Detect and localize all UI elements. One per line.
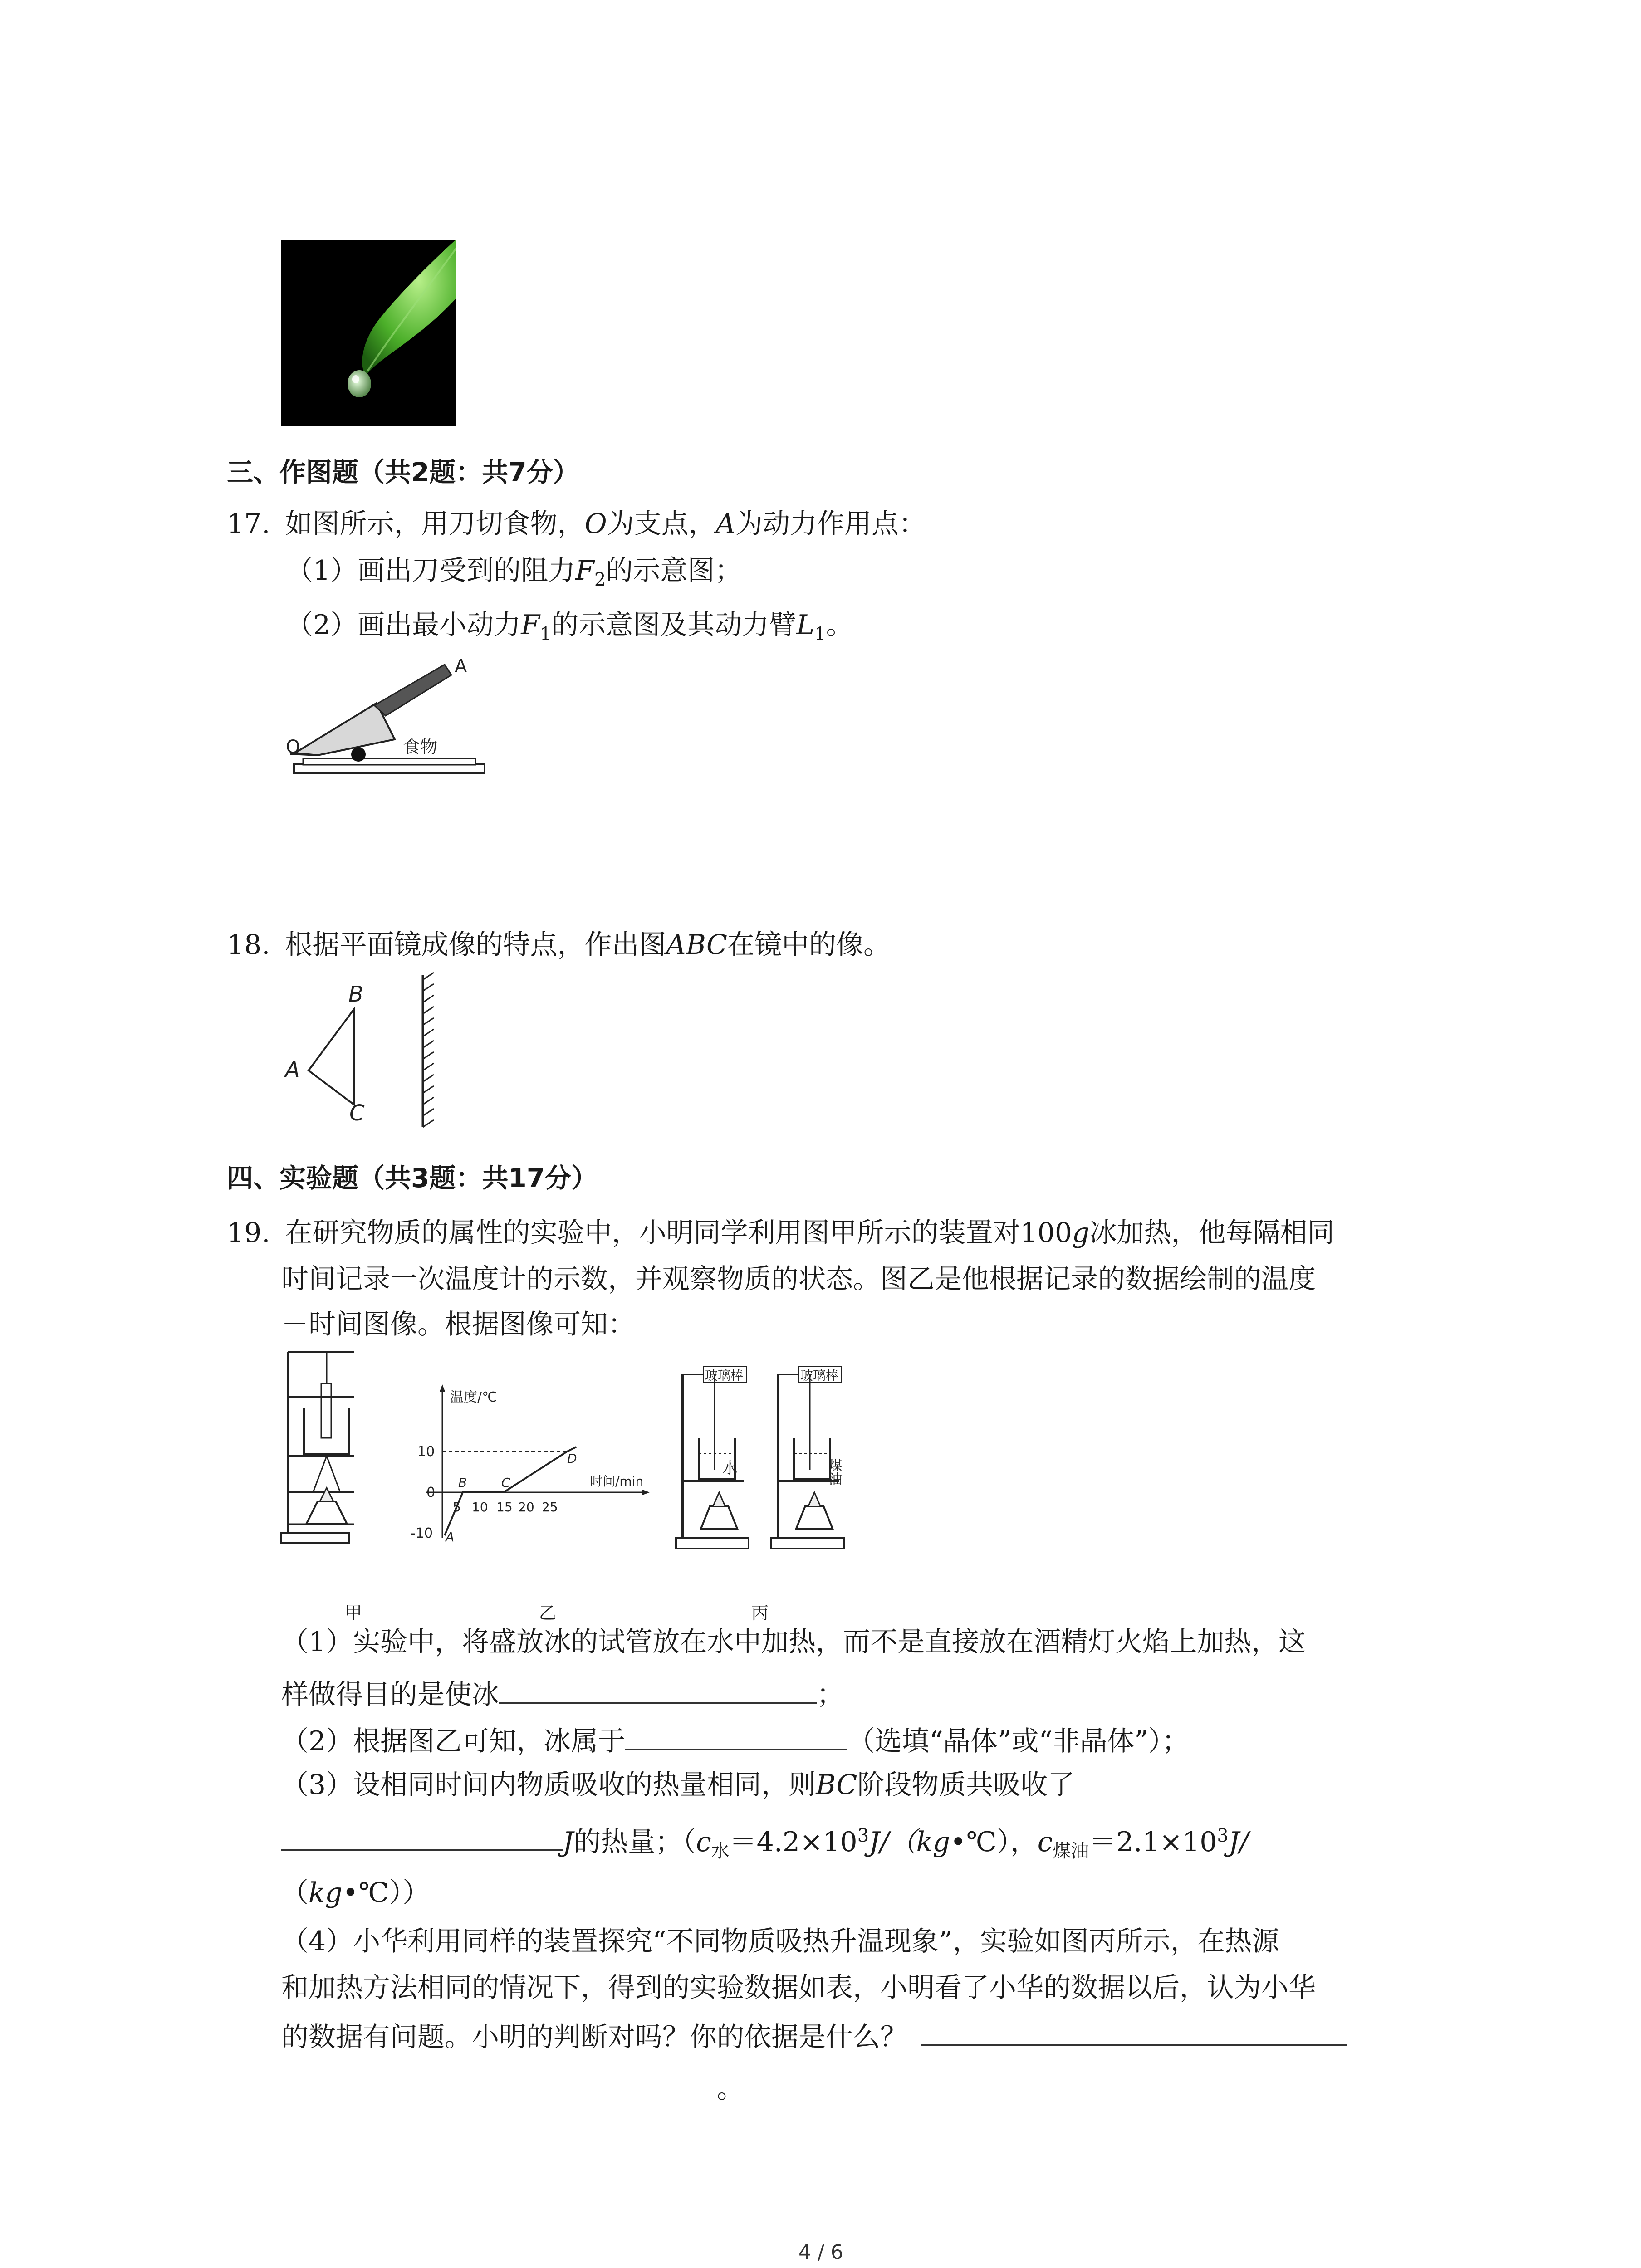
mirror-label-b: B <box>348 982 363 1007</box>
mirror-figure <box>272 966 463 1134</box>
q19-line1-b: 冰加热，他每隔相同 <box>1089 1217 1335 1249</box>
knife-label-a: A <box>455 656 467 677</box>
q19-sub1-line2 <box>281 1678 844 1711</box>
q19-sub3-answer-blank[interactable] <box>281 1826 563 1851</box>
q17-sub1-b: 的示意图； <box>606 555 742 587</box>
q19-sub4-c: 的数据有问题。小明的判断对吗？你的依据是什么？ <box>281 2021 907 2053</box>
knife-figure <box>277 653 513 803</box>
q17-sub1-a: （1）画出刀受到的阻力 <box>286 555 576 587</box>
q18-stem-b: 在镜中的像。 <box>727 929 891 961</box>
q19-line3: －时间图像。根据图像可知： <box>281 1309 635 1340</box>
stand-oil <box>771 1366 844 1549</box>
q19-sub3-line2 <box>281 1825 1249 1862</box>
graph-xlabel: 时间/min <box>590 1474 644 1489</box>
q17-number: 17. <box>227 508 270 540</box>
caption-jia: 甲 <box>345 1603 362 1623</box>
q19-sub4-line3 <box>281 2021 1347 2051</box>
c-water-sub: 水 <box>711 1841 730 1862</box>
graph-x-tick-10: 10 <box>472 1500 488 1515</box>
graph-x-tick-25: 25 <box>542 1500 558 1515</box>
q19-sub4-line1: （4）小华利用同样的装置探究“不同物质吸热升温现象”，实验如图丙所示，在热源 <box>281 1926 1279 1957</box>
q19-sub3-var: BC <box>816 1769 857 1801</box>
q19-sub3-line3-kg: kg <box>309 1877 343 1909</box>
graph-y-tick-0: 0 <box>426 1485 436 1501</box>
graph-y-tick-neg10: -10 <box>411 1525 433 1541</box>
graph-curve <box>445 1447 576 1535</box>
q17-sub1-var: F <box>575 555 594 587</box>
q19-sub2-a: （2）根据图乙可知，冰属于 <box>281 1725 626 1757</box>
q19-sub3-unit: J <box>563 1826 574 1858</box>
fig-bing-apparatus <box>671 1365 871 1556</box>
mirror-label-c: C <box>349 1100 365 1126</box>
q19-line2: 时间记录一次温度计的示数，并观察物质的状态。图乙是他根据记录的数据绘制的温度 <box>281 1263 1316 1295</box>
knife-label-o: O <box>286 737 300 758</box>
q17-stem-a: 如图所示，用刀切食物， <box>285 508 585 540</box>
q18-stem <box>227 929 891 961</box>
q19-sub4-line2: 和加热方法相同的情况下，得到的实验数据如表，小明看了小华的数据以后，认为小华 <box>281 1972 1316 2004</box>
q17-sub2-sub2: 1 <box>814 624 826 645</box>
sh-unit-kg: kg <box>916 1826 950 1858</box>
c-oil-var: c <box>1037 1826 1053 1858</box>
q19-number: 19. <box>227 1217 270 1249</box>
q18-stem-a: 根据平面镜成像的特点，作出图 <box>285 929 666 961</box>
q19-line1-a: 在研究物质的属性的实验中，小明同学利用图甲所示的装置对 <box>285 1217 1020 1249</box>
section-3-title: 三、作图题（共2题：共7分） <box>227 457 579 488</box>
q17-sub2-c: 。 <box>826 609 853 641</box>
q18-number: 18. <box>227 929 270 961</box>
fig-jia-apparatus <box>277 1343 367 1551</box>
leaf-water-drop-photo <box>281 240 456 426</box>
sh-unit-b: •℃）， <box>950 1826 1038 1858</box>
q17-stem-b: 为支点， <box>607 508 716 540</box>
q17-var-a: A <box>715 508 736 540</box>
q19-sub4-end: 。 <box>717 2073 744 2105</box>
q19-sub3-a: （3）设相同时间内物质吸收的热量相同，则 <box>281 1769 816 1801</box>
caption-bing: 丙 <box>751 1603 769 1623</box>
stand-water-label-stir: 玻璃棒 <box>705 1368 744 1383</box>
q19-sub1-c: ； <box>817 1679 844 1711</box>
q19-sub2 <box>281 1725 1189 1755</box>
q17-stem <box>227 510 926 538</box>
q19-line1 <box>227 1217 1335 1249</box>
q17-sub2-var: F <box>521 609 540 641</box>
q19-sub2-answer-blank[interactable] <box>625 1725 847 1750</box>
q19-sub3-line3 <box>281 1877 430 1909</box>
stand-water-label: 水 <box>722 1459 738 1477</box>
c-oil-exp: 3 <box>1217 1825 1229 1846</box>
knife-label-food: 食物 <box>403 737 438 757</box>
fig-yi-graph <box>399 1383 653 1556</box>
graph-y-tick-10: 10 <box>417 1444 435 1460</box>
q19-sub3-line1 <box>281 1771 1075 1799</box>
q19-sub1-line1: （1）实验中，将盛放冰的试管放在水中加热，而不是直接放在酒精灯火焰上加热，这 <box>281 1626 1306 1658</box>
c-oil-val: ＝2.1×10 <box>1089 1826 1217 1858</box>
q17-sub2-a: （2）画出最小动力 <box>286 609 521 641</box>
graph-x-tick-15: 15 <box>496 1500 513 1515</box>
sh-unit-2: J/ <box>1228 1826 1249 1858</box>
q19-sub1-b: 样做得目的是使冰 <box>281 1679 499 1711</box>
graph-point-b: B <box>458 1475 467 1490</box>
c-oil-sub: 煤油 <box>1053 1841 1089 1862</box>
graph-point-c: C <box>501 1475 510 1490</box>
q19-sub3-c: 的热量；（ <box>573 1826 696 1858</box>
stand-water <box>676 1366 749 1549</box>
q17-stem-c: 为动力作用点： <box>735 508 926 540</box>
q19-sub3-b: 阶段物质共吸收了 <box>857 1769 1075 1801</box>
q19-line1-unit: g <box>1072 1217 1090 1249</box>
q17-sub2-b: 的示意图及其动力臂 <box>551 609 797 641</box>
q17-sub2-var2: L <box>796 609 815 641</box>
q19-sub2-b: （选填“晶体”或“非晶体”）； <box>847 1725 1189 1757</box>
graph-ylabel: 温度/℃ <box>450 1389 497 1405</box>
q19-line1-num: 100 <box>1020 1217 1073 1249</box>
q17-sub2 <box>286 609 853 645</box>
mirror-hatch <box>423 973 434 1127</box>
sh-unit-a: J/（ <box>869 1826 916 1858</box>
q19-sub4-answer-blank[interactable] <box>921 2021 1347 2046</box>
page-number: 4 / 6 <box>798 2241 843 2264</box>
c-water-exp: 3 <box>857 1825 869 1846</box>
q18-var: ABC <box>666 929 727 961</box>
graph-x-tick-20: 20 <box>518 1500 534 1515</box>
graph-x-tick-5: 5 <box>453 1500 461 1515</box>
q19-sub3-line3-b: •℃）） <box>342 1877 430 1909</box>
stand-oil-label-stir: 玻璃棒 <box>800 1368 839 1383</box>
q17-sub1-sub: 2 <box>594 569 606 590</box>
q17-sub2-sub: 1 <box>539 624 552 645</box>
q17-var-o: O <box>584 508 607 540</box>
graph-point-a: A <box>446 1530 455 1545</box>
mirror-label-a: A <box>285 1057 300 1083</box>
stand-oil-label: 煤油 <box>826 1458 842 1486</box>
section-4-title: 四、实验题（共3题：共17分） <box>227 1163 598 1193</box>
caption-yi: 乙 <box>539 1603 557 1623</box>
q19-sub1-answer-blank[interactable] <box>499 1678 817 1704</box>
q17-sub1 <box>286 555 742 590</box>
graph-point-d: D <box>567 1451 577 1466</box>
c-water-var: c <box>696 1826 711 1858</box>
c-water-val: ＝4.2×10 <box>729 1826 857 1858</box>
q19-sub3-line3-a: （ <box>281 1877 309 1909</box>
